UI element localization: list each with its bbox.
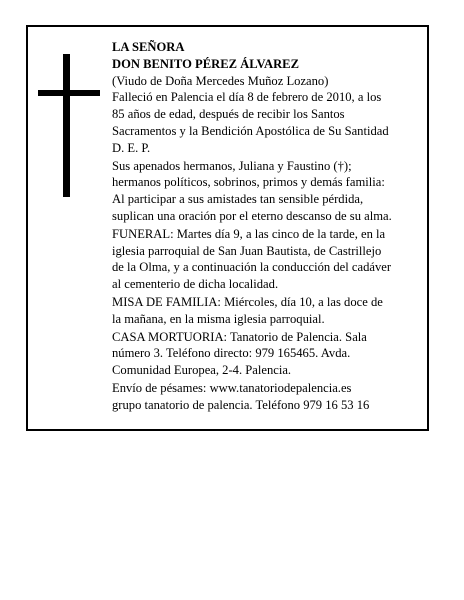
mortuary-paragraph: CASA MORTUORIA: Tanatorio de Palencia. Sala número 3. Teléfono directo: 979 165465. Avda. Comunidad Europea, 2-4. Palencia. — [112, 329, 367, 378]
family-mass-paragraph: MISA DE FAMILIA: Miércoles, día 10, a las doce de la mañana, en la misma iglesia parroquial. — [112, 294, 383, 326]
death-paragraph: Falleció en Palencia el día 8 de febrero de 2010, a los 85 años de edad, después de recibir los Santos Sacramentos y la Bendición Apostólica de Su Santidad D. E. P. — [112, 90, 389, 155]
obituary-text — [112, 39, 417, 414]
family-paragraph: Sus apenados hermanos, Juliana y Faustino (†); hermanos políticos, sobrinos, primos y demás familia: Al participar a sus amistades tan sensible pérdida, suplican una oración por el eterno descanso de su alma. — [112, 158, 392, 223]
widow-of-line: (Viudo de Doña Mercedes Muñoz Lozano) — [112, 73, 329, 88]
condolences-paragraph: Envío de pésames: www.tanatoriodepalencia.es grupo tanatorio de palencia. Teléfono 979 16 53 16 — [112, 380, 370, 412]
deceased-name: DON BENITO PÉREZ ÁLVAREZ — [112, 56, 299, 71]
cross-horizontal-bar — [38, 90, 100, 96]
title-line: LA SEÑORA — [112, 40, 185, 54]
funeral-paragraph: FUNERAL: Martes día 9, a las cinco de la tarde, en la iglesia parroquial de San Juan Bautista, de Castrillejo de la Olma, y a continuación la conducción del cadáver al cementerio de dicha localidad. — [112, 226, 392, 292]
cross-icon — [38, 54, 100, 197]
cross-vertical-bar — [63, 54, 70, 197]
